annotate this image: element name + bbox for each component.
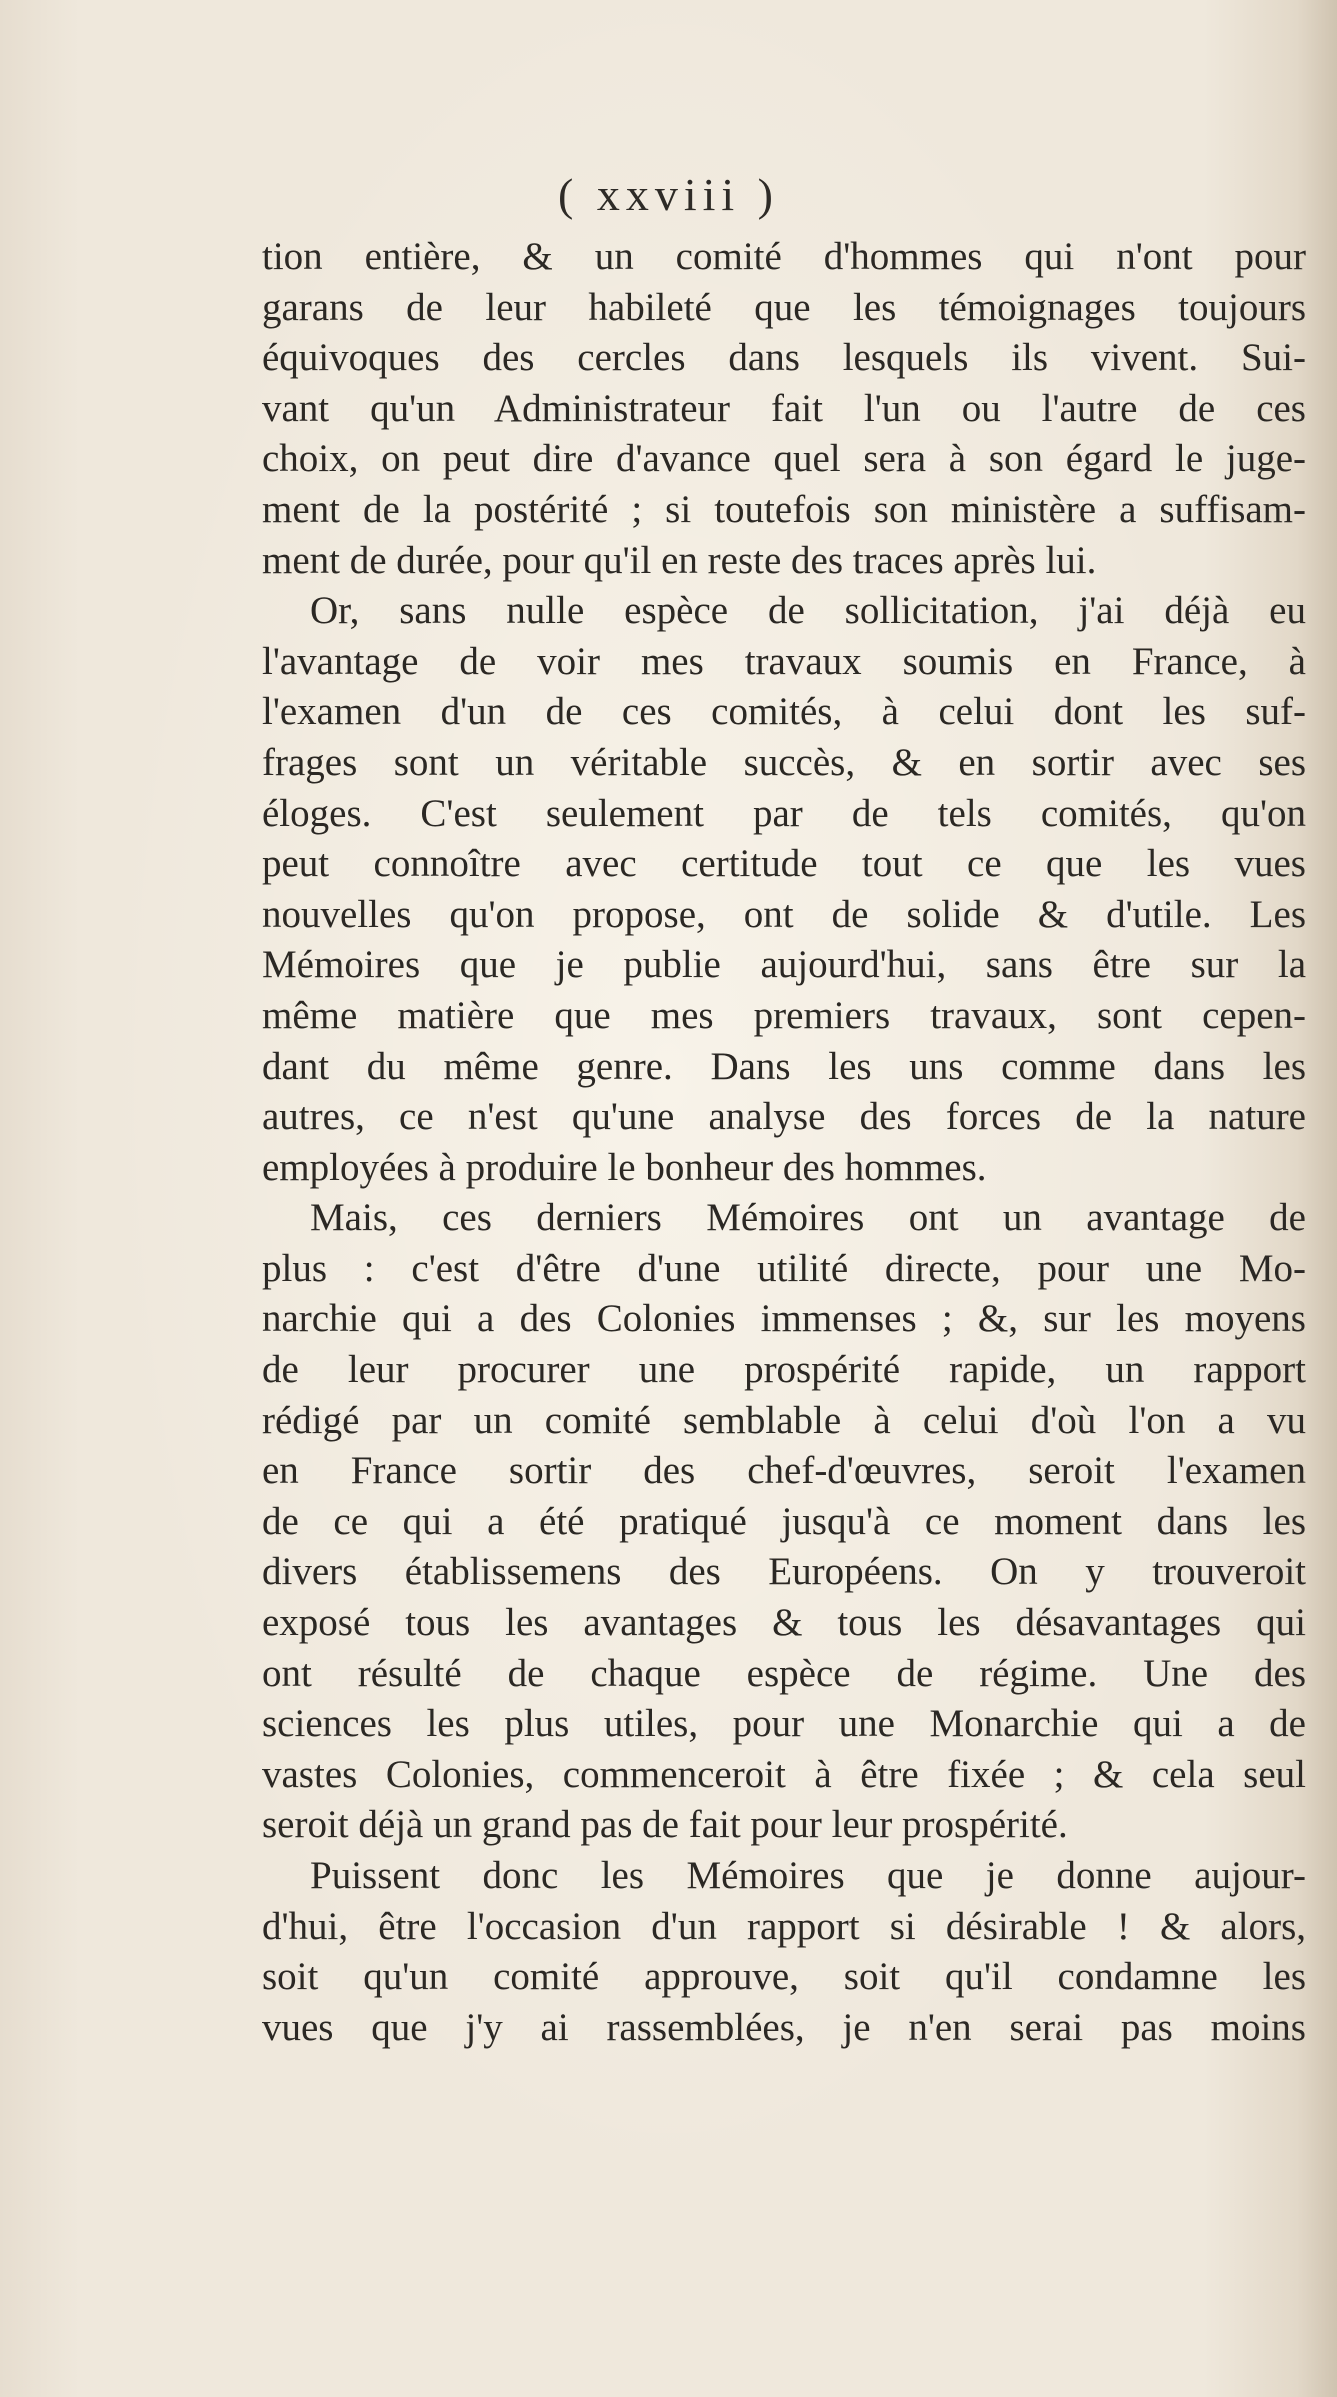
- text-line: dant du même genre. Dans les uns comme dans les: [262, 1044, 1306, 1088]
- text-line: de ce qui a été pratiqué jusqu'à ce moment dans les: [262, 1499, 1306, 1543]
- text-line: éloges. C'est seulement par de tels comités, qu'on: [262, 791, 1306, 835]
- text-line: rédigé par un comité semblable à celui d'où l'on a vu: [262, 1398, 1306, 1442]
- text-line: en France sortir des chef-d'œuvres, seroit l'examen: [262, 1449, 1306, 1493]
- text-line: nouvelles qu'on propose, ont de solide & d'utile. Les: [262, 892, 1306, 936]
- text-line: vues que j'y ai rassemblées, je n'en serai pas moins: [262, 2005, 1306, 2049]
- text-line: plus : c'est d'être d'une utilité directe, pour une Mo-: [262, 1246, 1306, 1290]
- text-line: seroit déjà un grand pas de fait pour leur prospérité.: [262, 1803, 1068, 1847]
- text-line: employées à produire le bonheur des hommes.: [262, 1145, 987, 1189]
- text-line: autres, ce n'est qu'une analyse des forces de la nature: [262, 1095, 1306, 1139]
- text-line: peut connoître avec certitude tout ce que les vues: [262, 842, 1306, 886]
- paragraph: [262, 232, 1306, 586]
- text-line: soit qu'un comité approuve, soit qu'il condamne les: [262, 1955, 1306, 1999]
- text-line: divers établissemens des Européens. On y trouveroit: [262, 1550, 1306, 1594]
- paragraph: [262, 1193, 1306, 1851]
- text-line: Mais, ces derniers Mémoires ont un avantage de: [310, 1196, 1306, 1240]
- text-line: vant qu'un Administrateur fait l'un ou l'autre de ces: [262, 386, 1306, 430]
- text-line: d'hui, être l'occasion d'un rapport si désirable ! & alors,: [262, 1904, 1306, 1948]
- text-line: ment de durée, pour qu'il en reste des traces après lui.: [262, 538, 1097, 582]
- paragraph: [262, 1851, 1306, 2053]
- paragraph: [262, 586, 1306, 1193]
- text-line: sciences les plus utiles, pour une Monarchie qui a de: [262, 1702, 1306, 1746]
- text-line: Mémoires que je publie aujourd'hui, sans être sur la: [262, 943, 1306, 987]
- text-line: garans de leur habileté que les témoignages toujours: [262, 285, 1306, 329]
- text-line: Puissent donc les Mémoires que je donne aujour-: [310, 1854, 1306, 1897]
- text-line: équivoques des cercles dans lesquels ils vivent. Sui-: [262, 336, 1306, 380]
- text-line: frages sont un véritable succès, & en sortir avec ses: [262, 740, 1306, 784]
- text-line: l'examen d'un de ces comités, à celui dont les suf-: [262, 690, 1306, 734]
- text-line: ont résulté de chaque espèce de régime. Une des: [262, 1651, 1306, 1695]
- text-line: même matière que mes premiers travaux, sont cepen-: [262, 993, 1306, 1037]
- page-number-header: ( xxviii ): [558, 169, 779, 220]
- text-line: vastes Colonies, commenceroit à être fixée ; & cela seul: [262, 1752, 1306, 1796]
- text-line: exposé tous les avantages & tous les désavantages qui: [262, 1601, 1306, 1645]
- text-line: narchie qui a des Colonies immenses ; &, sur les moyens: [262, 1297, 1306, 1341]
- text-line: Or, sans nulle espèce de sollicitation, j'ai déjà eu: [310, 589, 1306, 633]
- text-line: de leur procurer une prospérité rapide, un rapport: [262, 1348, 1306, 1392]
- text-line: choix, on peut dire d'avance quel sera à son égard le juge-: [262, 437, 1306, 481]
- text-line: ment de la postérité ; si toutefois son ministère a suffisam-: [262, 487, 1306, 531]
- text-line: tion entière, & un comité d'hommes qui n'ont pour: [262, 235, 1306, 278]
- text-line: l'avantage de voir mes travaux soumis en France, à: [262, 639, 1306, 683]
- body-text: [262, 232, 1306, 2053]
